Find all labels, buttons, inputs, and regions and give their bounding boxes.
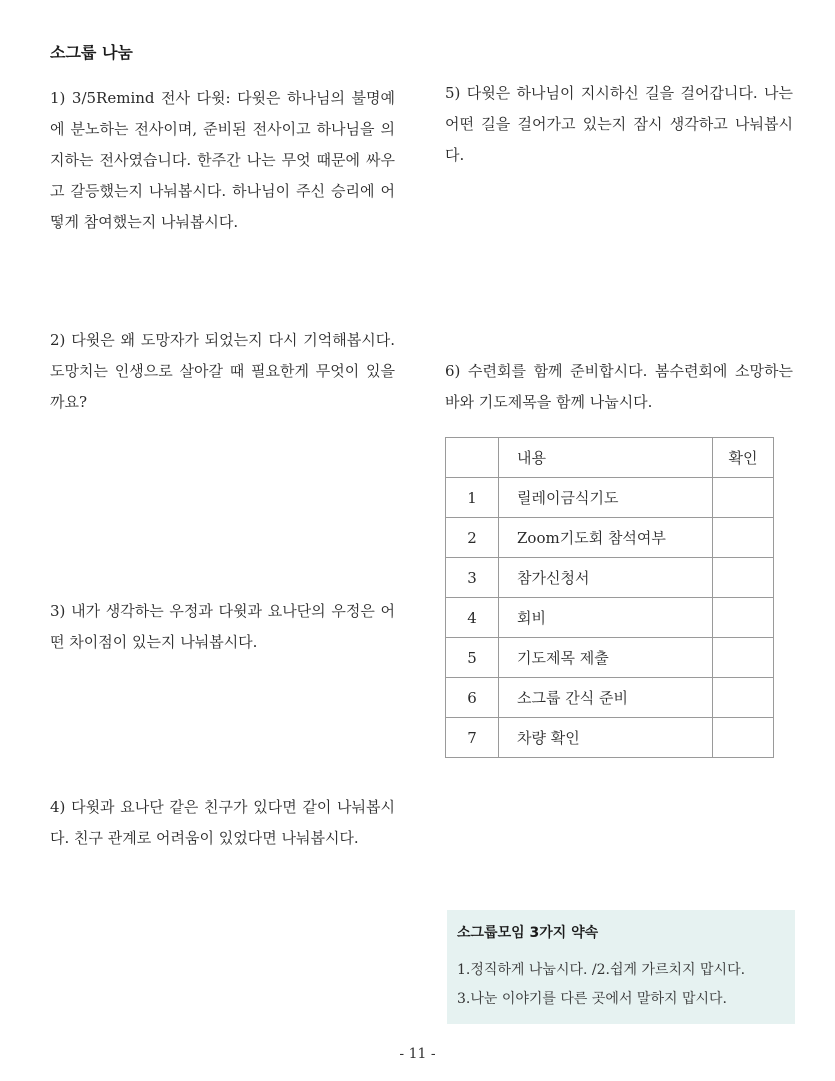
rules-line-2: 3.나눈 이야기를 다른 곳에서 말하지 맙시다. <box>457 991 727 1007</box>
header-content: 내용 <box>499 438 713 478</box>
row-check-cell <box>713 518 774 558</box>
question-3: 3) 내가 생각하는 우정과 다윗과 요나단의 우정은 어떤 차이점이 있는지 나눠봅시다. <box>50 602 395 651</box>
row-no: 2 <box>446 518 499 558</box>
header-check: 확인 <box>713 438 774 478</box>
table-row <box>446 558 774 598</box>
row-no: 4 <box>446 598 499 638</box>
row-content: 소그룹 간식 준비 <box>499 678 713 718</box>
question-4: 4) 다윗과 요나단 같은 친구가 있다면 같이 나눠봅시다. 친구 관계로 어려움이 있었다면 나눠봅시다. <box>50 798 395 847</box>
row-content: 회비 <box>499 598 713 638</box>
rules-title: 소그룹모임 3가지 약속 <box>457 925 599 941</box>
table-row <box>446 598 774 638</box>
table-header-row <box>446 438 774 478</box>
row-content: Zoom기도회 참석여부 <box>499 518 713 558</box>
row-content: 차량 확인 <box>499 718 713 758</box>
small-group-rules-box <box>447 910 795 1024</box>
row-no: 5 <box>446 638 499 678</box>
row-check-cell <box>713 478 774 518</box>
row-content: 참가신청서 <box>499 558 713 598</box>
row-check-cell <box>713 638 774 678</box>
row-no: 3 <box>446 558 499 598</box>
page-number: - 11 - <box>399 1046 436 1062</box>
row-no: 6 <box>446 678 499 718</box>
row-check-cell <box>713 558 774 598</box>
row-check-cell <box>713 678 774 718</box>
question-1: 1) 3/5Remind 전사 다윗: 다윗은 하나님의 불명예에 분노하는 전사이며, 준비된 전사이고 하나님을 의지하는 전사였습니다. 한주간 나는 무엇 때문에 싸우고 갈등했는지 나눠봅시다. 하나님이 주신 승리에 어떻게 참여했는지 나눠봅시다. <box>50 89 395 231</box>
section-title: 소그룹 나눔 <box>50 43 133 62</box>
question-5: 5) 다윗은 하나님이 지시하신 길을 걸어갑니다. 나는 어떤 길을 걸어가고 있는지 잠시 생각하고 나눠봅시다. <box>445 84 793 164</box>
retreat-checklist-table <box>445 437 774 758</box>
row-no: 7 <box>446 718 499 758</box>
question-6: 6) 수련회를 함께 준비합시다. 봄수련회에 소망하는 바와 기도제목을 함께 나눕시다. <box>445 362 793 411</box>
question-2: 2) 다윗은 왜 도망자가 되었는지 다시 기억해봅시다. 도망치는 인생으로 살아갈 때 필요한게 무엇이 있을까요? <box>50 331 395 411</box>
row-no: 1 <box>446 478 499 518</box>
table-row <box>446 638 774 678</box>
row-content: 기도제목 제출 <box>499 638 713 678</box>
rules-line-1: 1.정직하게 나눕시다. /2.쉽게 가르치지 맙시다. <box>457 962 746 978</box>
table-row <box>446 478 774 518</box>
table-row <box>446 518 774 558</box>
row-check-cell <box>713 718 774 758</box>
row-content: 릴레이금식기도 <box>499 478 713 518</box>
row-check-cell <box>713 598 774 638</box>
header-no <box>446 438 499 478</box>
table-row <box>446 678 774 718</box>
table-row <box>446 718 774 758</box>
